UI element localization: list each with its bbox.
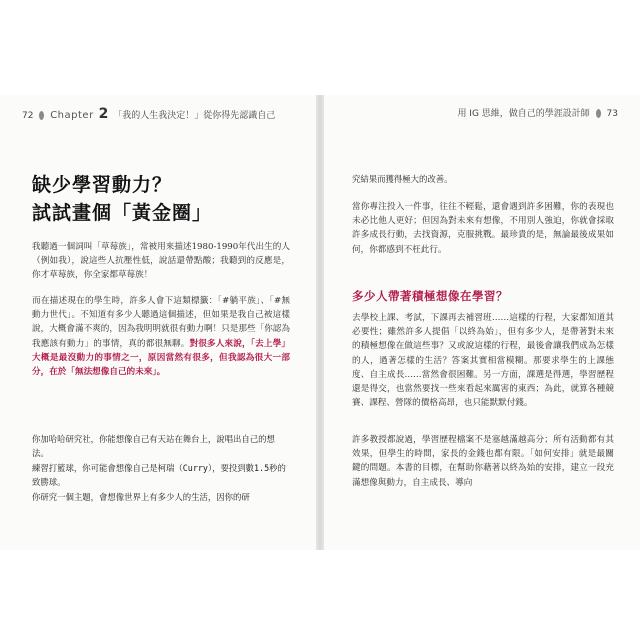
subheading: 多少人帶著積極想像在學習？ xyxy=(352,289,508,303)
quote-line: 練習打籃球，你可能會想像自己是柯瑞（Curry），要投到數1.5秒的致勝球。 xyxy=(32,462,286,488)
example-quotes xyxy=(32,432,290,504)
leaf-icon xyxy=(596,109,601,118)
paragraph-learning-portfolio: 許多教授都說過，學習歷程檔案不是塞越滿越高分；所有活動都有其效果，但學生的時間，家長的金錢也都有限。「如何安排」就是最關鍵的問題。本書的目標，在幫助你藉著以終為始的安排，建立一段充滿想像與動力，自主成長、導向 xyxy=(352,435,614,488)
paragraph-motivation-text: 而在描述現在的學生時，許多人會下這類標籤：「#躺平族」、「#無動力世代」。不知道有多少人聽過這個描述，但如果是我自己被這樣說，大概會滿不爽的，因為我明明就很有動力啊！只是那些「你認為我應該有動力」的事情，真的都很無聊。 xyxy=(32,296,290,349)
quote-continuation: 究結果而獲得極大的改善。 xyxy=(352,174,453,184)
highlighted-sentence: 對很多人來說，「去上學」大概是最沒動力的事情之一，原因當然有很多，但我認為很大一部分，在於「無法想像自己的未來」。 xyxy=(32,338,290,378)
paragraph-focus: 當你專注投入一件事，往往不輕鬆，還會遇到許多困難，你的表現也未必比他人更好；但因為對未來有想像，不用別人強迫，你就會採取許多成長行動，去找資源，克服挑戰。最珍貴的是，無論最後成果如何，你都感到不枉此行。 xyxy=(352,202,614,255)
paragraph-strawberry-generation: 我聽過一個詞叫「草莓族」，常被用來描述1980-1990年代出生的人（例如我），說這些人抗壓性低，說話還帶點酸；我聽到的反應是，你才草莓族，你全家都草莓族！ xyxy=(32,242,290,281)
right-running-header xyxy=(457,106,618,119)
quote-line: 你加哈哈研究社，你能想像自己有天站在舞台上，說唱出自己的想法。 xyxy=(32,434,275,459)
book-gutter xyxy=(316,95,324,550)
chapter-label: Chapter xyxy=(50,110,94,121)
leaf-icon xyxy=(39,111,44,120)
section-title-line-1: 缺少學習動力？ xyxy=(32,174,173,196)
left-running-header xyxy=(22,106,275,122)
section-title-line-2: 試試畫個「黃金圈」 xyxy=(32,202,213,224)
left-page-number: 72 xyxy=(22,111,34,121)
left-running-title: 「我的人生我決定！」從你得先認識自己 xyxy=(113,111,276,121)
paragraph-motivation xyxy=(32,294,290,379)
right-running-title: 用 IG 思維，做自己的學涯設計師 xyxy=(457,109,590,119)
right-page-number: 73 xyxy=(606,109,618,119)
paragraph-school-routine: 去學校上課、考試，下課再去補習班……這樣的行程，大家都知道其必要性；雖然許多人提倡「以終為始」，但有多少人，是帶著對未來的積極想像在做這些事？又或說這樣的行程，最後會讓我們成為怎樣的人，過著怎樣的生活？答案其實相當模糊。那要求學生的上課態度、自主成長……當然會很困難。另一方面，課選是得選，學習歷程還是得交，也當然要找一些來看起來厲害的東西；為此，就算各種競賽、課程、營隊的價格高昂，也只能默默付錢。 xyxy=(352,313,614,409)
quote-line: 你研究一個主題，會想像世界上有多少人的生活，因你的研 xyxy=(32,491,250,502)
chapter-number: 2 xyxy=(98,106,109,122)
